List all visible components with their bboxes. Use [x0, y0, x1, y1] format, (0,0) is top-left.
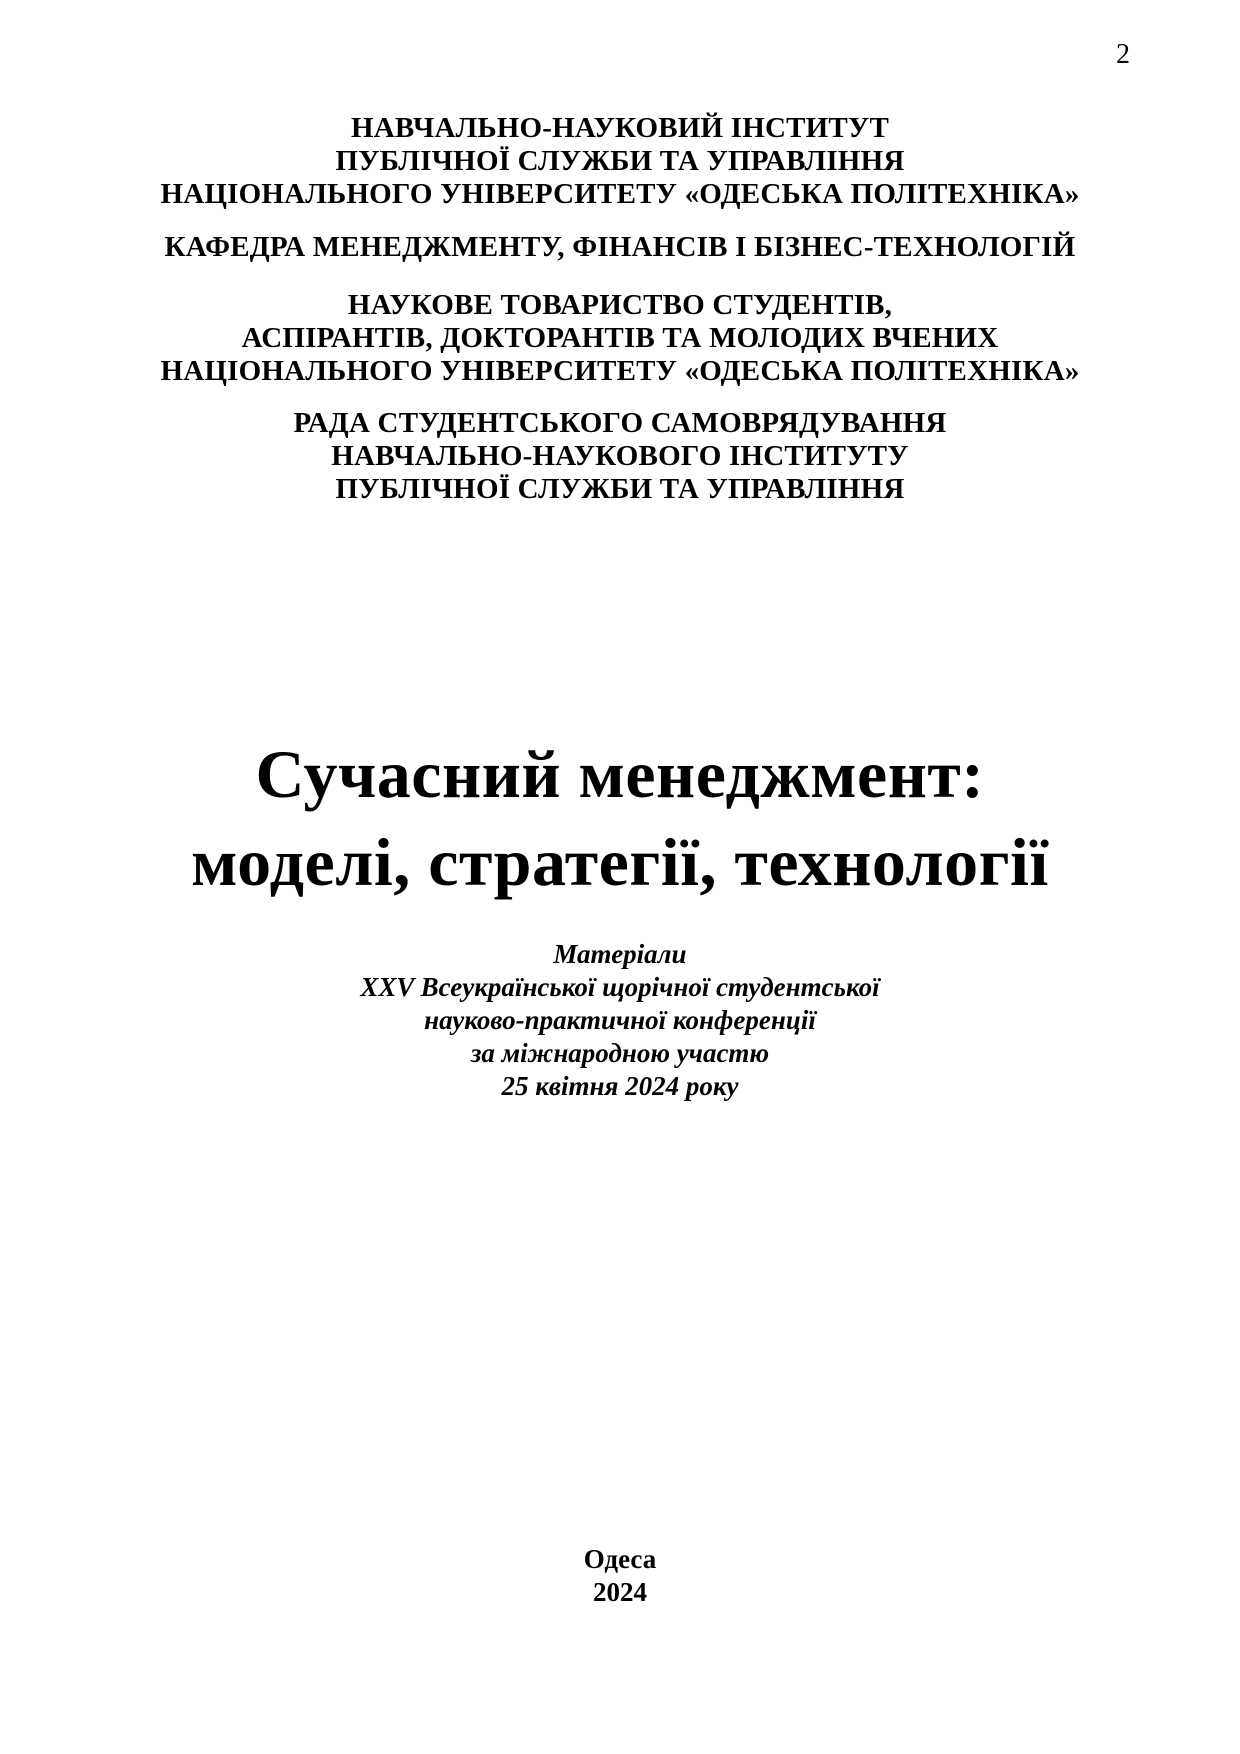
- subtitle-line: XXV Всеукраїнської щорічної студентської: [360, 972, 880, 1002]
- title-line: моделі, стратегії, технології: [191, 824, 1049, 900]
- org-line: НАУКОВЕ ТОВАРИСТВО СТУДЕНТІВ,: [347, 289, 893, 321]
- council-block: [0, 407, 1240, 506]
- org-line: РАДА СТУДЕНТСЬКОГО САМОВРЯДУВАННЯ: [293, 407, 947, 439]
- subtitle-line: Матеріали: [553, 939, 687, 969]
- department-block: [0, 231, 1240, 264]
- subtitle-line: 25 квітня 2024 року: [501, 1071, 739, 1101]
- title-line: Сучасний менеджмент:: [255, 736, 985, 812]
- page-number: 2: [1116, 39, 1130, 70]
- org-line: НАЦІОНАЛЬНОГО УНІВЕРСИТЕТУ «ОДЕСЬКА ПОЛІТЕХНІКА»: [160, 355, 1080, 387]
- org-line: НАВЧАЛЬНО-НАУКОВИЙ ІНСТИТУТ: [350, 112, 890, 144]
- org-line: НАВЧАЛЬНО-НАУКОВОГО ІНСТИТУТУ: [331, 440, 909, 472]
- imprint-city: Одеса: [583, 1544, 657, 1574]
- conference-title: [0, 730, 1240, 906]
- imprint-block: [0, 1543, 1240, 1609]
- org-line: ПУБЛІЧНОЇ СЛУЖБИ ТА УПРАВЛІННЯ: [335, 145, 905, 177]
- conference-subtitle: [0, 938, 1240, 1103]
- institute-block: [0, 0, 1240, 211]
- org-line: ПУБЛІЧНОЇ СЛУЖБИ ТА УПРАВЛІННЯ: [335, 473, 905, 505]
- org-line: КАФЕДРА МЕНЕДЖМЕНТУ, ФІНАНСІВ І БІЗНЕС-ТЕХНОЛОГІЙ: [164, 231, 1076, 263]
- society-block: [0, 289, 1240, 388]
- org-line: АСПІРАНТІВ, ДОКТОРАНТІВ ТА МОЛОДИХ ВЧЕНИХ: [241, 322, 999, 354]
- subtitle-line: за міжнародною участю: [470, 1038, 770, 1068]
- subtitle-line: науково-практичної конференції: [424, 1005, 816, 1035]
- org-line: НАЦІОНАЛЬНОГО УНІВЕРСИТЕТУ «ОДЕСЬКА ПОЛІТЕХНІКА»: [160, 178, 1080, 210]
- imprint-year: 2024: [593, 1577, 647, 1607]
